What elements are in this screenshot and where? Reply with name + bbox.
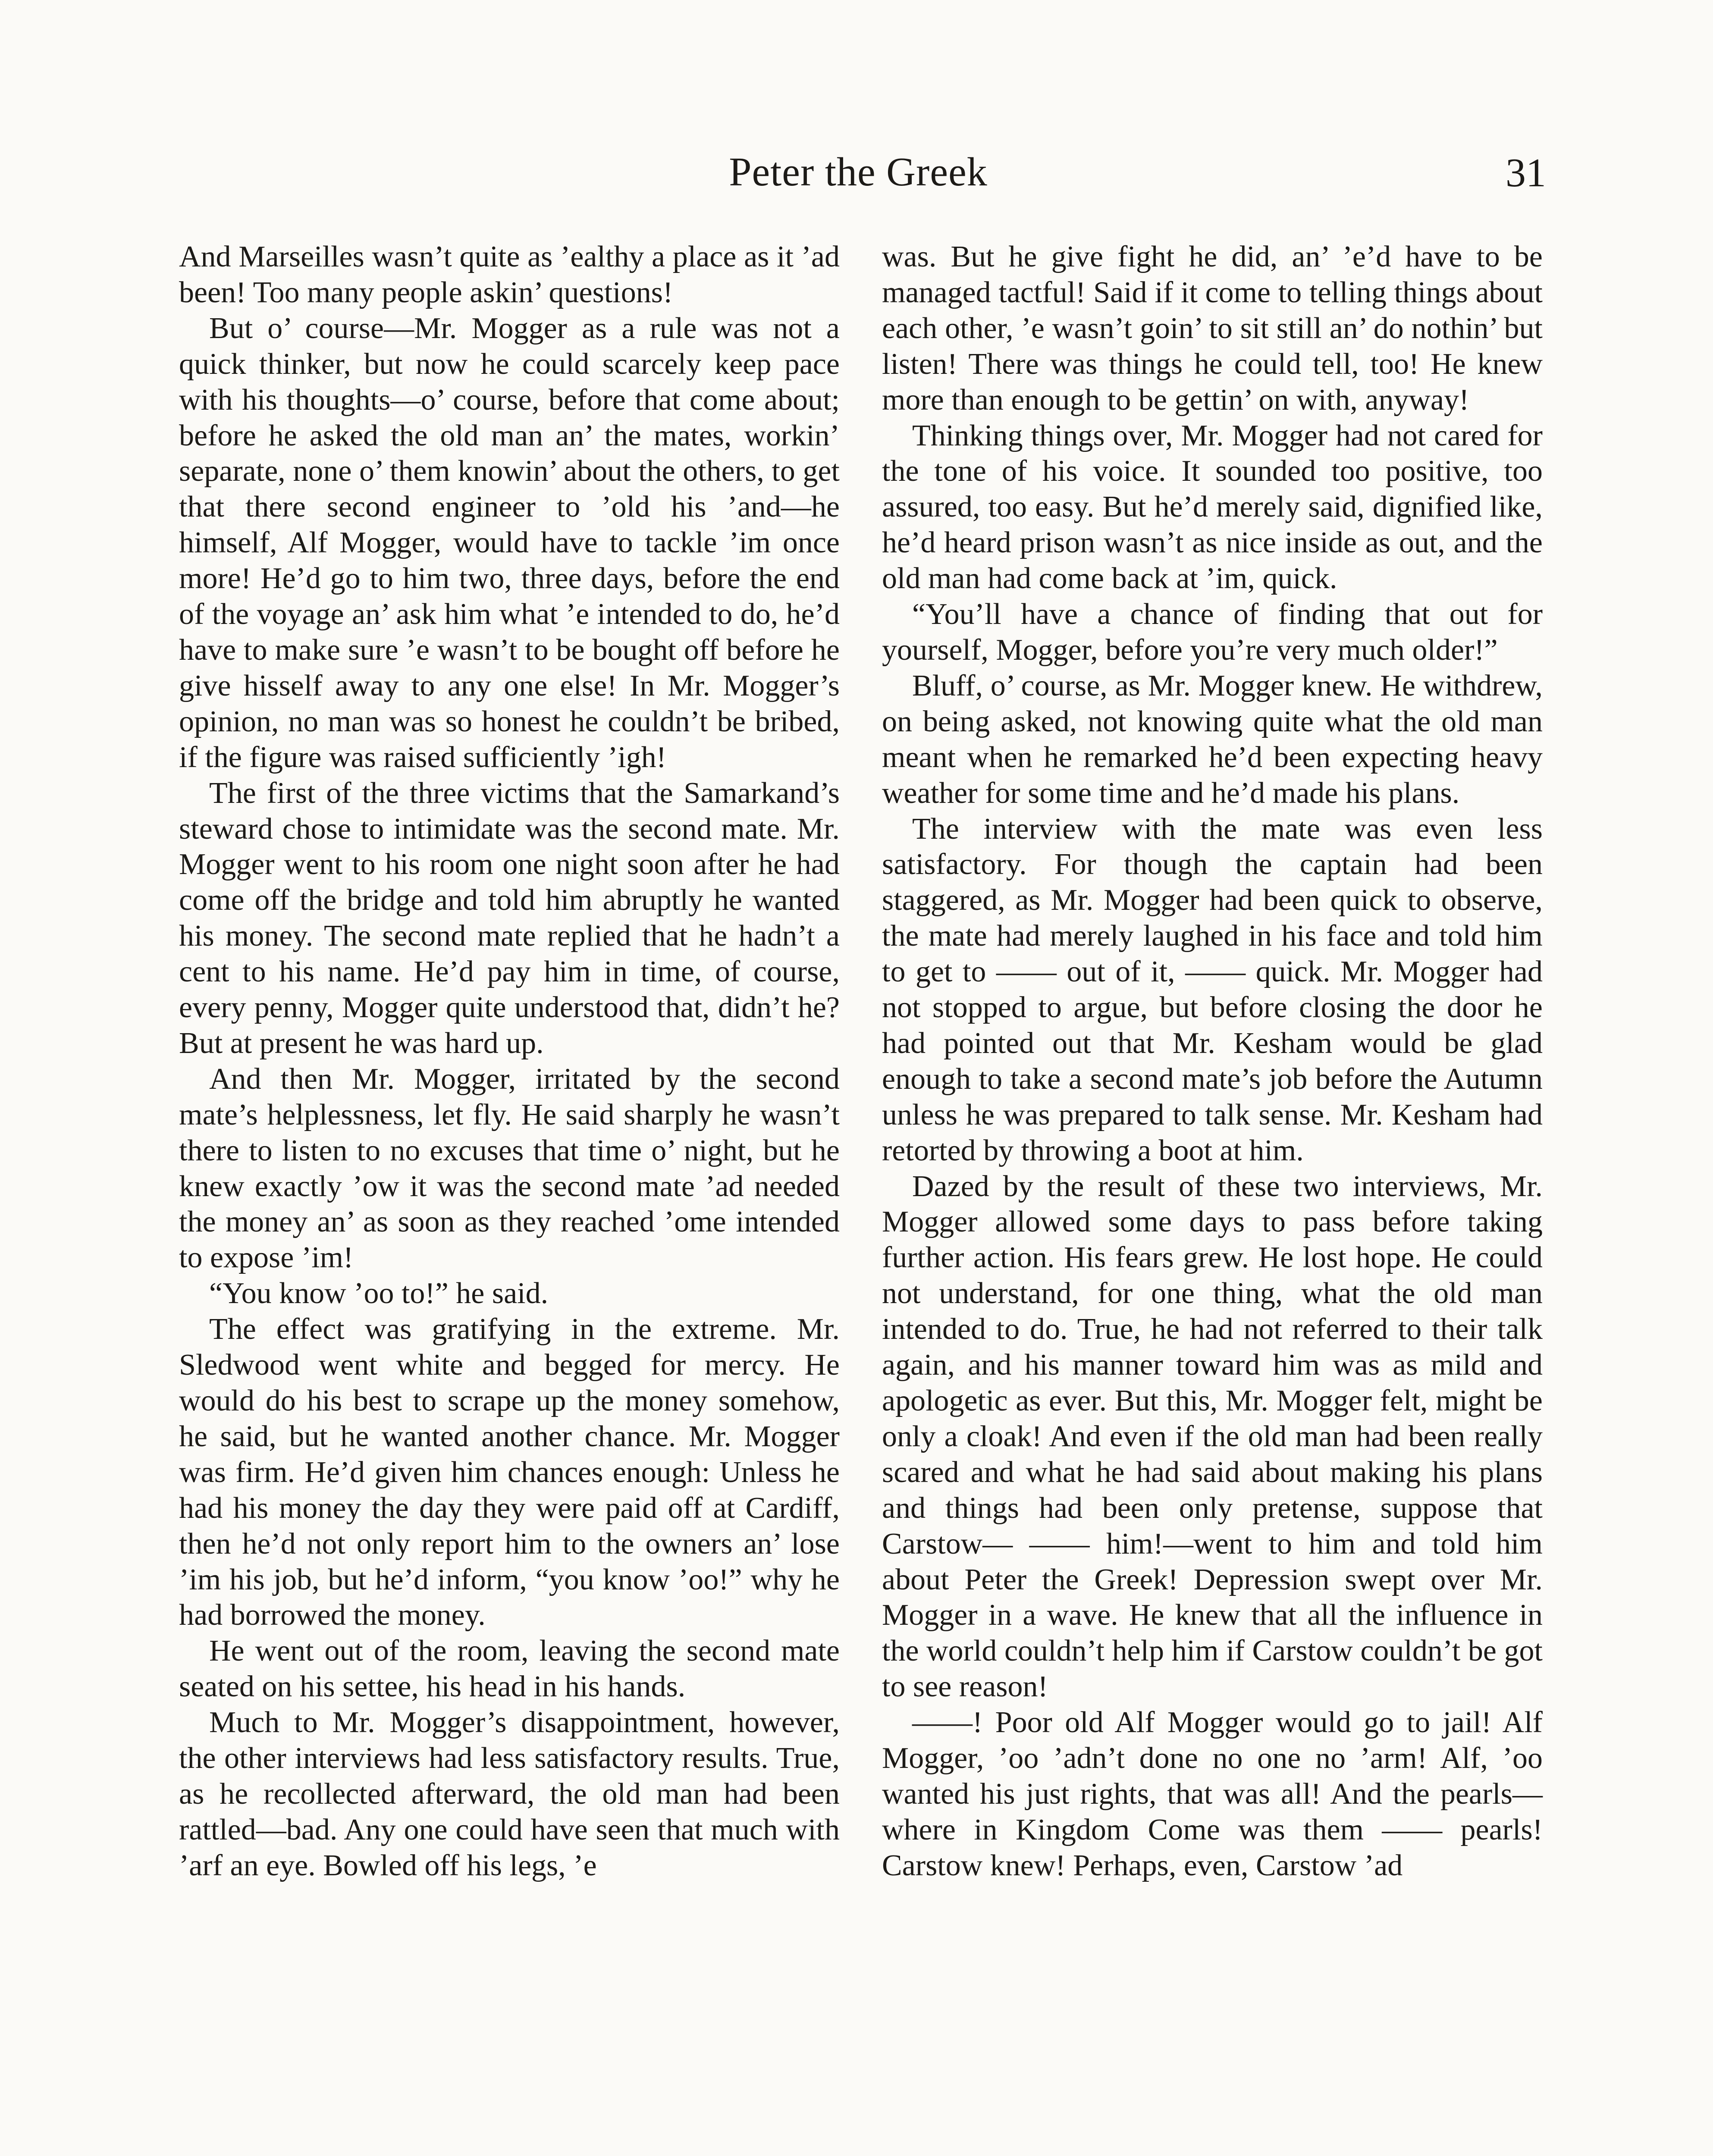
paragraph: The interview with the mate was even less satisfactory. For though the captain had been staggered, as Mr. Mogger had been quick to observe, the mate had merely laughed in his face and told him to get to —— out of it, —— quick. Mr. Mogger had not stopped to argue, but before closing the door he had pointed out that Mr. Kesham would be glad enough to take a second mate’s job before the Autumn unless he was prepared to talk sense. Mr. Kesham had retorted by throwing a boot at him. [882,812,1543,1167]
paragraph: The effect was gratifying in the extreme. Mr. Sledwood went white and begged for mercy. He would do his best to scrape up the money somehow, he said, but he wanted another chance. Mr. Mogger was firm. He’d given him chances enough: Unless he had his money the day they were paid off at Cardiff, then he’d not only report him to the owners an’ lose ’im his job, but he’d inform, “you know ’oo!” why he had borrowed the money. [179,1313,840,1632]
paragraph: Bluff, o’ course, as Mr. Mogger knew. He withdrew, on being asked, not knowing quite what the old man meant when he remarked he’d been expecting heavy weather for some time and he’d made his plans. [882,669,1543,810]
paragraph: “You know ’oo to!” he said. [209,1277,549,1310]
paragraph: But o’ course—Mr. Mogger as a rule was not a quick thinker, but now he could scarcely keep pace with his thoughts—o’ course, before that come about; before he asked the old man an’ the mates, workin’ separate, none o’ them knowin’ about the others, to get that there second engineer to ’old his ’and—he himself, Alf Mogger, would have to tackle ’im once more! He’d go to him two, three days, before the end of the voyage an’ ask him what ’e intended to do, he’d have to make sure ’e wasn’t to be bought off before he give hisself away to any one else! In Mr. Mogger’s opinion, no man was so honest he couldn’t be bribed, if the figure was raised sufficiently ’igh! [179,311,840,774]
paragraph: And Marseilles wasn’t quite as ’ealthy a place as it ’ad been! Too many people askin’ questions! [179,240,840,309]
paragraph: And then Mr. Mogger, irritated by the second mate’s helplessness, let fly. He said sharply he wasn’t there to listen to no excuses that time o’ night, but he knew exactly ’ow it was the second mate ’ad needed the money an’ as soon as they reached ’ome intended to expose ’im! [179,1062,840,1275]
page-number: 31 [1506,150,1546,195]
running-head [179,149,1546,205]
paragraph: Much to Mr. Mogger’s disappointment, however, the other interviews had less satisfactory results. True, as he recollected afterward, the old man had been rattled—bad. Any one could have seen that much with ’arf an eye. Bowled off his legs, ’e [179,1706,840,1882]
paragraph: The first of the three victims that the Samarkand’s steward chose to intimidate was the second mate. Mr. Mogger went to his room one night soon after he had come off the bridge and told him abruptly he wanted his money. The second mate replied that he hadn’t a cent to his name. He’d pay him in time, of course, every penny, Mogger quite understood that, didn’t he? But at present he was hard up. [179,776,840,1060]
story-title: Peter the Greek [729,150,988,194]
paragraph: Dazed by the result of these two interviews, Mr. Mogger allowed some days to pass before taking further action. His fears grew. He lost hope. He could not understand, for one thing, what the old man intended to do. True, he had not referred to their talk again, and his manner toward him was as mild and apologetic as ever. But this, Mr. Mogger felt, might be only a cloak! And even if the old man had been really scared and what he had said about making his plans and things had been only pretense, suppose that Carstow— —— him!—went to him and told him about Peter the Greek! Depression swept over Mr. Mogger in a wave. He knew that all the influence in the world couldn’t help him if Carstow couldn’t be got to see reason! [882,1169,1543,1704]
left-column [179,239,840,1884]
paragraph: ——! Poor old Alf Mogger would go to jail! Alf Mogger, ’oo ’adn’t done no one no ’arm! Alf, ’oo wanted his just rights, that was all! And the pearls—where in Kingdom Come was them —— pearls! Carstow knew! Perhaps, even, Carstow ’ad [882,1706,1543,1882]
paragraph: was. But he give fight he did, an’ ’e’d have to be managed tactful! Said if it come to telling things about each other, ’e wasn’t goin’ to sit still an’ do nothin’ but listen! There was things he could tell, too! He knew more than enough to be gettin’ on with, anyway! [882,240,1543,417]
paragraph: “You’ll have a chance of finding that out for yourself, Mogger, before you’re very much older!” [882,598,1543,667]
paragraph: He went out of the room, leaving the second mate seated on his settee, his head in his hands. [179,1634,840,1704]
paragraph: Thinking things over, Mr. Mogger had not cared for the tone of his voice. It sounded too positive, too assured, too easy. But he’d merely said, dignified like, he’d heard prison wasn’t as nice inside as out, and the old man had come back at ’im, quick. [882,419,1543,595]
right-column [882,239,1543,1884]
